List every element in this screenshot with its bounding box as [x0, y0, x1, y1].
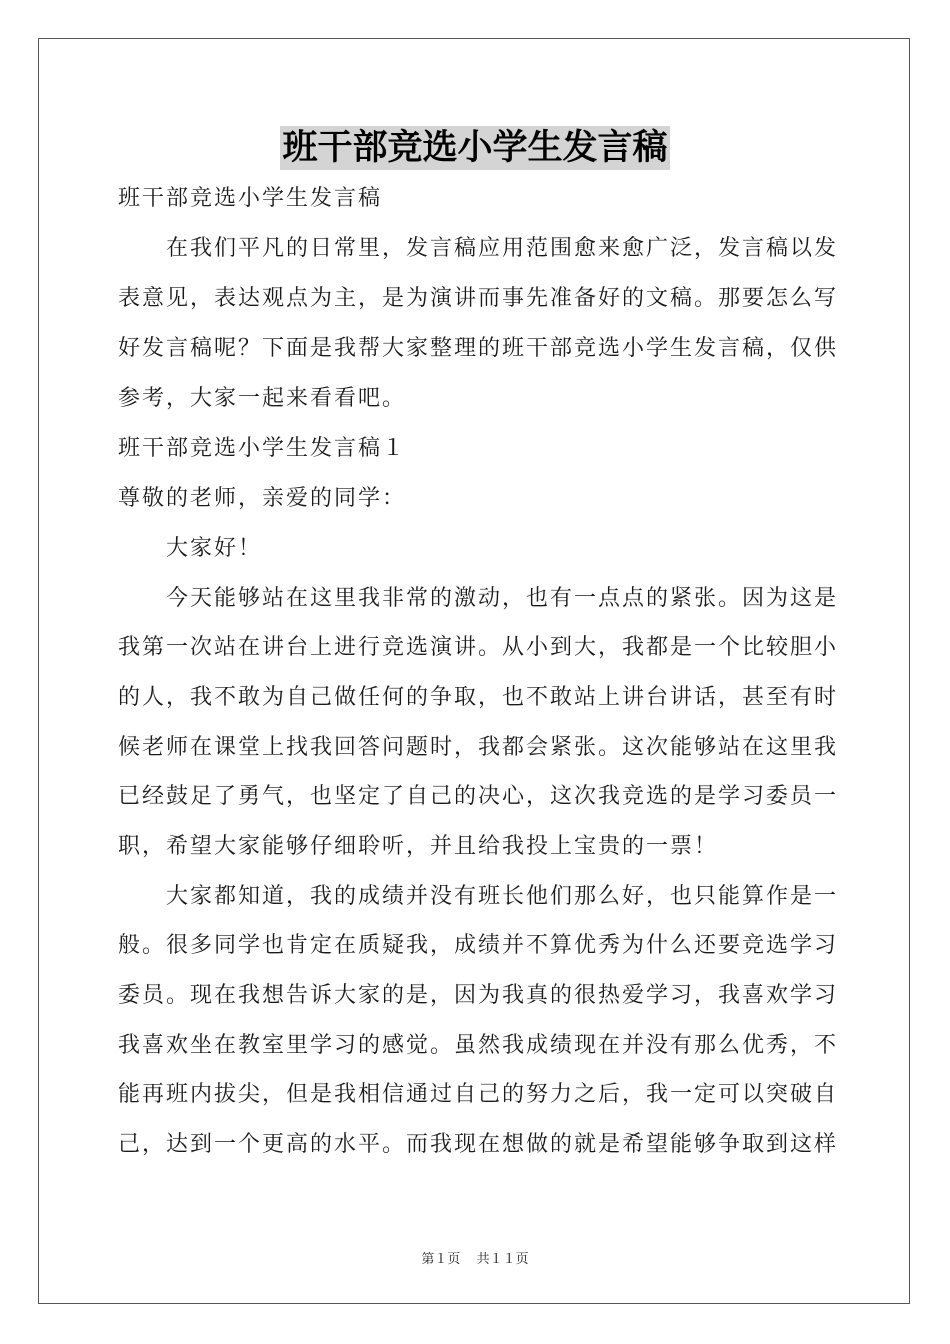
document-title-text: 班干部竞选小学生发言稿 — [282, 127, 668, 168]
text-line: 己，达到一个更高的水平。而我现在想做的就是希望能够争取到这样 — [118, 1132, 839, 1157]
text-line: 已经鼓足了勇气，也坚定了自己的决心，这次我竞选的是学习委员一 — [118, 784, 839, 809]
subtitle-line: 班干部竞选小学生发言稿 — [118, 186, 383, 211]
text-line: 我第一次站在讲台上进行竞选演讲。从小到大，我都是一个比较胆小 — [118, 635, 839, 660]
page-footer — [0, 1248, 950, 1267]
page-border — [38, 38, 910, 1304]
text-line: 大家都知道，我的成绩并没有班长他们那么好，也只能算作是一 — [118, 884, 839, 909]
text-line: 好发言稿呢？下面是我帮大家整理的班干部竞选小学生发言稿，仅供 — [118, 336, 839, 361]
salutation-line: 尊敬的老师，亲爱的同学： — [118, 486, 407, 511]
text-line: 的人，我不敢为自己做任何的争取，也不敢站上讲台讲话，甚至有时 — [118, 685, 839, 710]
document-title — [0, 126, 950, 176]
text-line: 表意见，表达观点为主，是为演讲而事先准备好的文稿。那要怎么写 — [118, 286, 839, 311]
text-line: 在我们平凡的日常里，发言稿应用范围愈来愈广泛，发言稿以发 — [118, 236, 839, 261]
page-number: 第１页 — [421, 1252, 461, 1267]
text-line: 候老师在课堂上找我回答问题时，我都会紧张。这次能够站在这里我 — [118, 735, 839, 760]
page-total: 共１１页 — [476, 1252, 529, 1267]
section-heading: 班干部竞选小学生发言稿１ — [118, 436, 407, 461]
text-line: 职，希望大家能够仔细聆听，并且给我投上宝贵的一票！ — [118, 834, 719, 859]
text-line: 委员。现在我想告诉大家的是，因为我真的很热爱学习，我喜欢学习 — [118, 983, 839, 1008]
text-line: 我喜欢坐在教室里学习的感觉。虽然我成绩现在并没有那么优秀，不 — [118, 1033, 839, 1058]
greeting-line: 大家好！ — [118, 536, 263, 561]
text-line: 般。很多同学也肯定在质疑我，成绩并不算优秀为什么还要竞选学习 — [118, 933, 839, 958]
text-line: 今天能够站在这里我非常的激动，也有一点点的紧张。因为这是 — [118, 586, 839, 611]
text-line: 参考，大家一起来看看吧。 — [118, 386, 407, 411]
text-line: 能再班内拔尖，但是我相信通过自己的努力之后，我一定可以突破自 — [118, 1082, 839, 1107]
